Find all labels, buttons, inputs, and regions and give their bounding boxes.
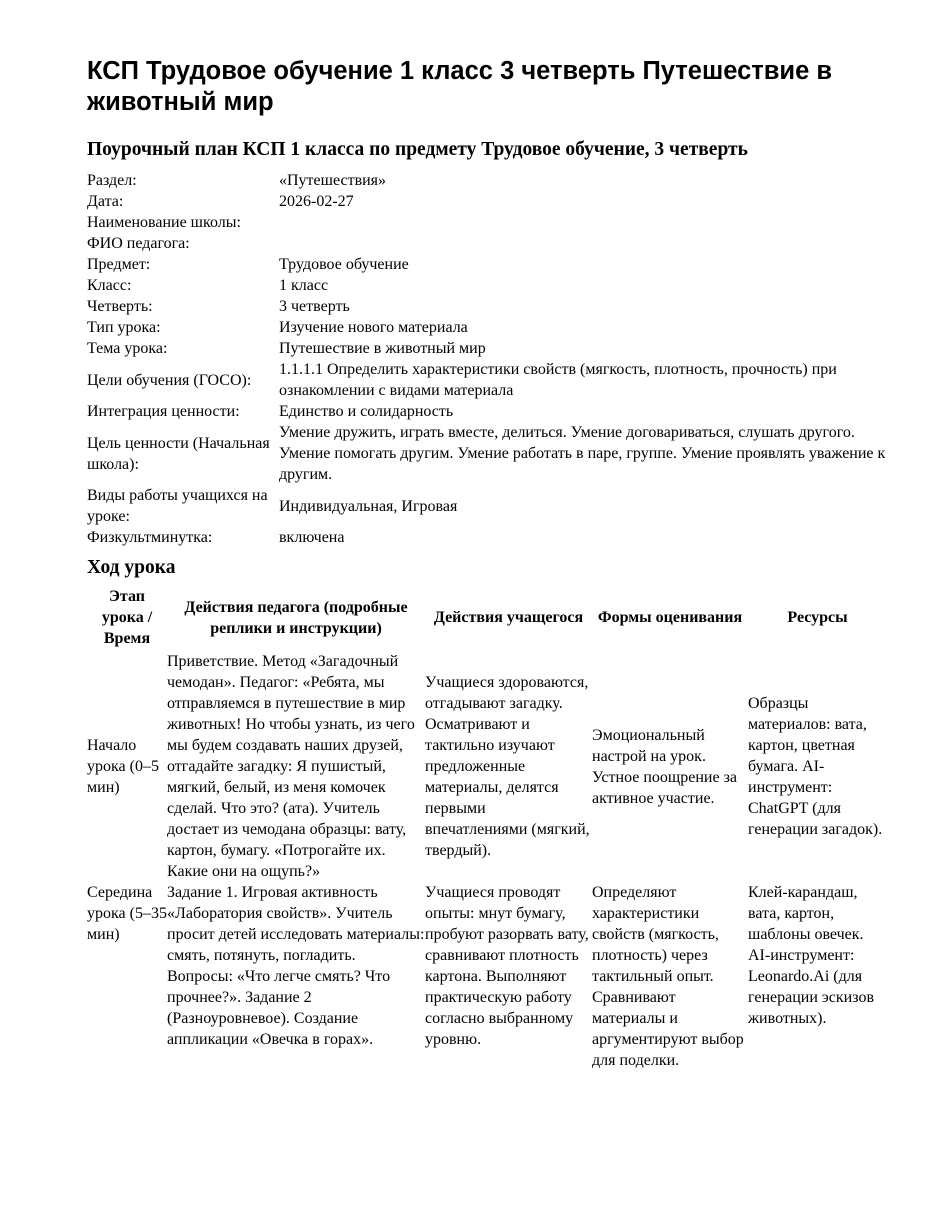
meta-row bbox=[87, 422, 887, 485]
meta-row bbox=[87, 401, 887, 422]
column-header-teacher: Действия педагога (подробные реплики и инструкции) bbox=[184, 598, 408, 637]
meta-row bbox=[87, 527, 887, 548]
meta-value bbox=[279, 233, 887, 254]
cell-teacher: Задание 1. Игровая активность «Лаборатория свойств». Учитель просит детей исследовать материалы: смять, потянуть, погладить. Вопросы: «Что легче смять? Что прочнее?». Задание 2 (Разноуровневое). Создание аппликации «Овечка в горах». bbox=[167, 884, 425, 1048]
meta-row bbox=[87, 485, 887, 527]
plan-subtitle: Поурочный план КСП 1 класса по предмету Трудовое обучение, 3 четверть bbox=[87, 139, 748, 160]
table-row bbox=[87, 651, 887, 882]
table-row bbox=[87, 882, 887, 1071]
meta-value: Умение дружить, играть вместе, делиться. Умение договариваться, слушать другого. Умение помогать другим. Умение работать в паре, группе. Умение проявлять уважение к другим. bbox=[279, 424, 886, 483]
meta-value: «Путешествия» bbox=[279, 172, 387, 189]
cell-resources: Образцы материалов: вата, картон, цветная бумага. AI-инструмент: ChatGPT (для генерации загадок). bbox=[748, 695, 883, 838]
meta-key: Цели обучения (ГОСО): bbox=[87, 371, 252, 389]
meta-row bbox=[87, 338, 887, 359]
cell-stage: Начало урока (0–5 мин) bbox=[87, 737, 159, 796]
meta-key: Цель ценности (Начальная школа): bbox=[87, 434, 270, 473]
meta-row bbox=[87, 212, 887, 233]
meta-row bbox=[87, 317, 887, 338]
column-header-assessment: Формы оценивания bbox=[597, 609, 743, 626]
meta-value: 2026-02-27 bbox=[279, 193, 354, 210]
meta-value bbox=[279, 212, 887, 233]
meta-value: Трудовое обучение bbox=[279, 256, 409, 273]
meta-row bbox=[87, 254, 887, 275]
meta-key: Четверть: bbox=[87, 298, 153, 315]
cell-student: Учащиеся проводят опыты: мнут бумагу, пробуют разорвать вату, сравнивают плотность картона. Выполняют практическую работу согласно выбранному уровню. bbox=[425, 884, 589, 1048]
lesson-meta-table bbox=[87, 170, 887, 548]
meta-row bbox=[87, 296, 887, 317]
meta-key: Физкультминутка: bbox=[87, 529, 213, 546]
meta-value: Путешествие в животный мир bbox=[279, 340, 486, 357]
column-header-resources: Ресурсы bbox=[787, 609, 848, 626]
meta-row bbox=[87, 233, 887, 254]
meta-value: Изучение нового материала bbox=[279, 319, 468, 336]
meta-key: Тема урока: bbox=[87, 340, 168, 357]
meta-value: 1.1.1.1 Определить характеристики свойств (мягкость, плотность, прочность) при ознакомлении с видами материала bbox=[279, 361, 837, 399]
meta-value: Индивидуальная, Игровая bbox=[279, 497, 458, 515]
document-title: КСП Трудовое обучение 1 класс 3 четверть Путешествие в животный мир bbox=[87, 57, 833, 116]
meta-key: Класс: bbox=[87, 277, 132, 294]
table-header-row bbox=[87, 586, 887, 651]
column-header-stage: Этап урока / Время bbox=[101, 588, 153, 647]
meta-key: Дата: bbox=[87, 193, 124, 210]
meta-value: включена bbox=[279, 529, 345, 546]
cell-teacher: Приветствие. Метод «Загадочный чемодан». Педагог: «Ребята, мы отправляемся в путешествие в мир животных! Но чтобы узнать, из чего мы будем создавать наших друзей, отгадайте загадку: Я пушистый, мягкий, белый, из меня комочек сделай. Что это? (ата). Учитель достает из чемодана образцы: вату, картон, бумагу. «Потрогайте их. Какие они на ощупь?» bbox=[167, 653, 415, 880]
meta-row bbox=[87, 359, 887, 401]
document-page bbox=[87, 56, 887, 1071]
meta-value: 1 класс bbox=[279, 277, 329, 294]
meta-row bbox=[87, 191, 887, 212]
cell-assessment: Эмоциональный настрой на урок. Устное поощрение за активное участие. bbox=[592, 726, 737, 807]
cell-resources: Клей-карандаш, вата, картон, шаблоны овечек. AI-инструмент: Leonardo.Ai (для генерации эскизов животных). bbox=[748, 884, 874, 1027]
lesson-progress-heading: Ход урока bbox=[87, 557, 176, 578]
meta-key: Предмет: bbox=[87, 256, 151, 273]
lesson-progress-table bbox=[87, 586, 887, 1071]
column-header-student: Действия учащегося bbox=[433, 609, 584, 626]
cell-student: Учащиеся здороваются, отгадывают загадку. Осматривают и тактильно изучают предложенные материалы, делятся первыми впечатлениями (мягкий, твердый). bbox=[425, 674, 590, 859]
cell-assessment: Определяют характеристики свойств (мягкость, плотность) через тактильный опыт. Сравнивают материалы и аргументируют выбор для поделки. bbox=[592, 884, 744, 1069]
meta-key: Наименование школы: bbox=[87, 214, 241, 231]
meta-key: Интеграция ценности: bbox=[87, 403, 240, 420]
meta-key: Тип урока: bbox=[87, 319, 161, 336]
meta-value: 3 четверть bbox=[279, 298, 350, 315]
meta-row bbox=[87, 170, 887, 191]
meta-key: Раздел: bbox=[87, 172, 137, 189]
cell-stage: Середина урока (5–35 мин) bbox=[87, 884, 167, 943]
meta-key: Виды работы учащихся на уроке: bbox=[87, 487, 268, 525]
meta-value: Единство и солидарность bbox=[279, 403, 454, 420]
meta-key: ФИО педагога: bbox=[87, 235, 190, 252]
meta-row bbox=[87, 275, 887, 296]
